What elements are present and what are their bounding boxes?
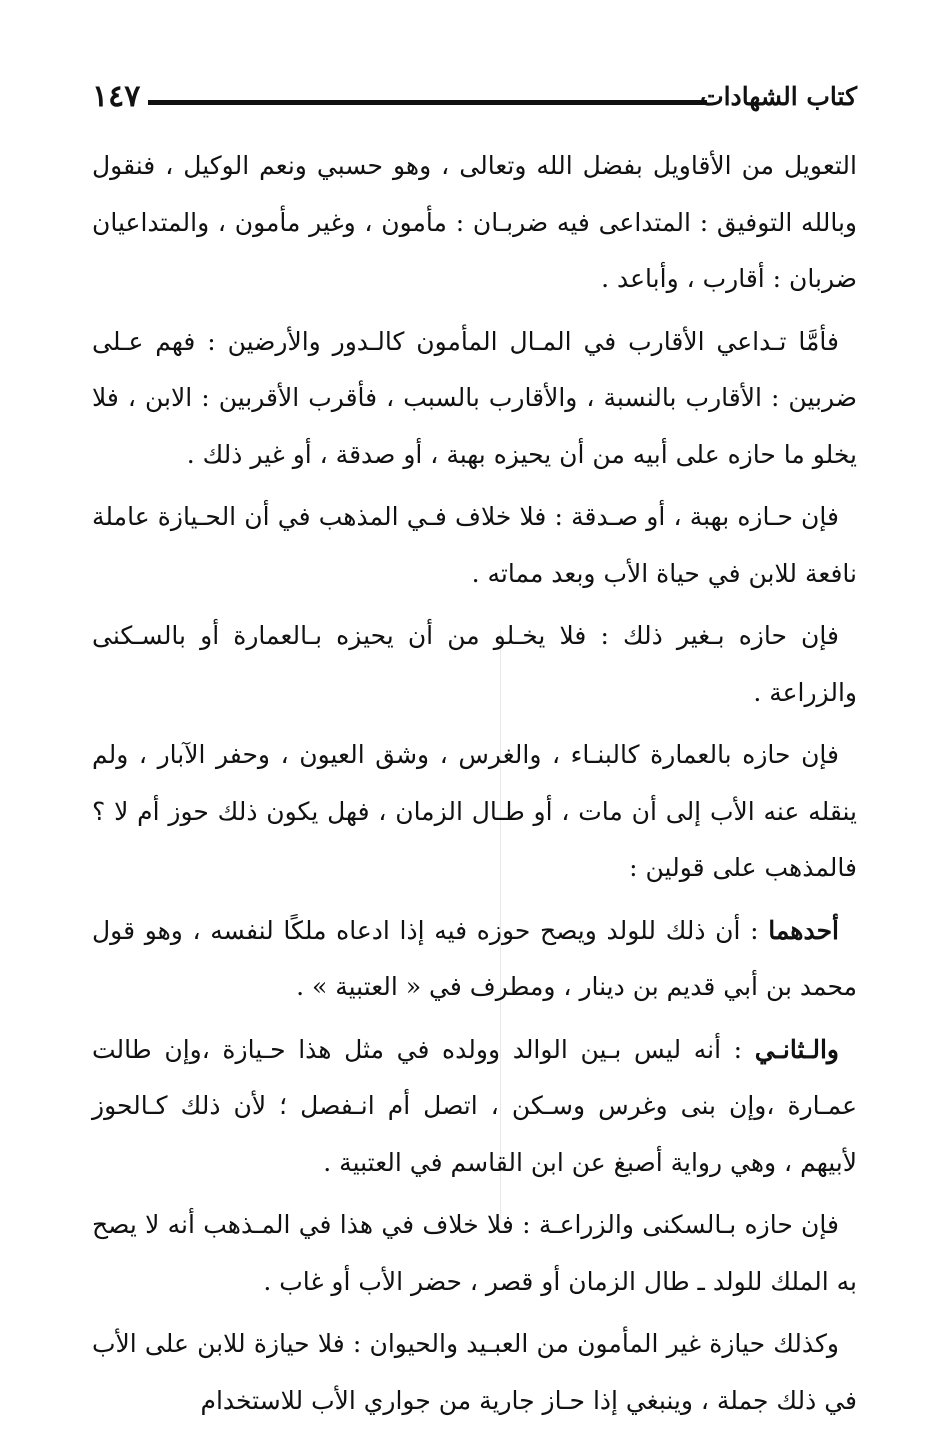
paragraph-5: فإن حازه بالعمارة كالبنـاء ، والغرس ، وشق العيون ، وحفر الآبار ، ولم ينقله عنه الأب إلى أن مات ، أو طـال الزمان ، فهل يكون ذلك حوز أم لا ؟ فالمذهب على قولين : — [92, 740, 857, 882]
paragraph-2: فأمَّا تـداعي الأقارب في المـال المأمون كالـدور والأرضين : فهم عـلى ضربين : الأقارب بالنسبة ، والأقارب بالسبب ، فأقرب الأقربين : الابن ، فلا يخلو ما حازه على أبيه من أن يحيزه بهبة ، أو صدقة ، أو غير ذلك . — [92, 326, 857, 469]
paragraph-6: أحدهما : أن ذلك للولد ويصح حوزه فيه إذا ادعاه ملكًا لنفسه ، وهو قول محمد بن أبي قديم بن دينار ، ومطرف في « العتبية » . — [92, 915, 857, 1001]
paragraph-3: فإن حـازه بهبة ، أو صـدقة : فلا خلاف فـي المذهب في أن الحـيازة عاملة نافعة للابن في حياة الأب وبعد مماته . — [92, 502, 857, 588]
running-header — [92, 72, 857, 122]
paragraph-8: فإن حازه بـالسكنى والزراعـة : فلا خلاف في هذا في المـذهب أنه لا يصح به الملك للولد ـ طال الزمان أو قصر ، حضر الأب أو غاب . — [92, 1210, 857, 1296]
paragraph-1: التعويل من الأقاويل بفضل الله وتعالى ، وهو حسبي ونعم الوكيل ، فنقول وبالله التوفيق : المتداعى فيه ضربـان : مأمون ، وغير مأمون ، والمتداعيان ضربان : أقارب ، وأباعد . — [92, 151, 857, 293]
paragraph-7-lead: والـثانـي — [754, 1034, 839, 1064]
paragraph-9: وكذلك حيازة غير المأمون من العبـيد والحيوان : فلا حيازة للابن على الأب في ذلك جملة ، وينبغي إذا حـاز جارية من جواري الأب للاستخدام — [92, 1329, 857, 1415]
page-number: ١٤٧ — [92, 79, 141, 114]
paragraph-7: والـثانـي : أنه ليس بـين الوالد وولده في مثل هذا حـيازة ،وإن طالت عمـارة ،وإن بنى وغرس وسـكن ، اتصل أم انـفصل ؛ لأن ذلك كـالحوز لأبيهم ، وهي رواية أصبغ عن ابن القاسم في العتبية . — [92, 1034, 857, 1177]
book-title: كتاب الشهادات — [700, 82, 857, 111]
paragraph-4: فإن حازه بـغير ذلك : فلا يخـلو من أن يحيزه بـالعمارة أو بالسـكنى والزراعة . — [92, 621, 857, 707]
paragraph-6-lead: أحدهما — [768, 915, 839, 945]
body-text — [92, 138, 857, 1435]
header-rule — [148, 100, 707, 105]
